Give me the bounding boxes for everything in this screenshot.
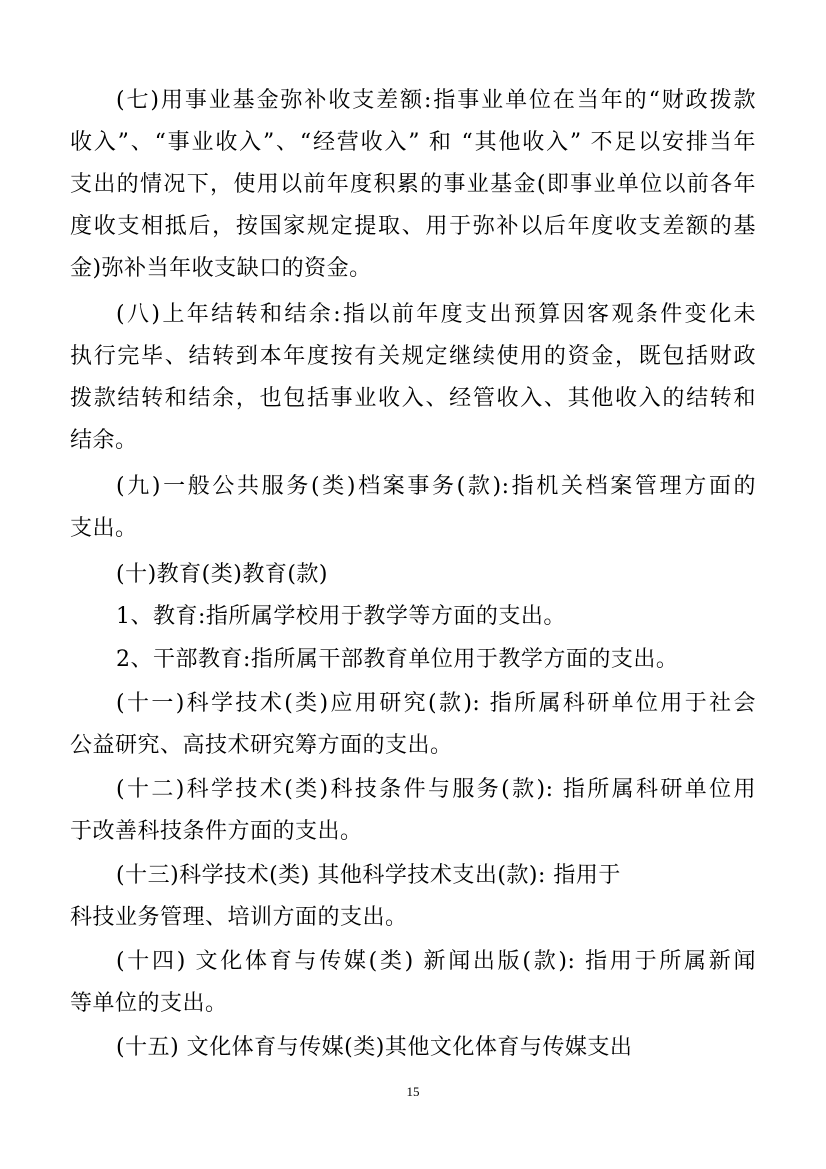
text-line: (十一)科学技术(类)应用研究(款): 指所属科研单位用于社会 [116, 691, 756, 716]
text-line: 支出。 [70, 516, 138, 541]
text-line: 拨款结转和结余，也包括事业收入、经管收入、其他收入的结转和 [70, 386, 756, 411]
page-number: 15 [406, 1084, 420, 1099]
text-line: (七)用事业基金弥补收支差额:指事业单位在当年的“财政拨款 [116, 88, 756, 113]
text-line: (十三)科学技术(类) 其他科学技术支出(款): 指用于 [116, 863, 621, 888]
text-line: 等单位的支出。 [70, 991, 228, 1016]
text-line: 于改善科技条件方面的支出。 [70, 819, 363, 844]
text-line: (十二)科学技术(类)科技条件与服务(款): 指所属科研单位用 [116, 777, 756, 802]
text-line: 金)弥补当年收支缺口的资金。 [70, 256, 372, 281]
text-line: (十)教育(类)教育(款) [116, 562, 328, 587]
text-line: 度收支相抵后，按国家规定提取、用于弥补以后年度收支差额的基 [70, 214, 756, 239]
text-line: 支出的情况下，使用以前年度积累的事业基金(即事业单位以前各年 [70, 172, 756, 197]
text-line: 执行完毕、结转到本年度按有关规定继续使用的资金，既包括财政 [70, 344, 756, 369]
text-line: 1、教育:指所属学校用于教学等方面的支出。 [116, 604, 566, 629]
text-line: 公益研究、高技术研究筹方面的支出。 [70, 733, 453, 758]
text-line: 科技业务管理、培训方面的支出。 [70, 905, 408, 930]
text-line: 结余。 [70, 428, 138, 453]
text-line: (十五) 文化体育与传媒(类)其他文化体育与传媒支出 [116, 1035, 633, 1060]
text-line: (九)一般公共服务(类)档案事务(款):指机关档案管理方面的 [116, 474, 756, 499]
text-line: 2、干部教育:指所属干部教育单位用于教学方面的支出。 [116, 647, 679, 672]
text-line: (八)上年结转和结余:指以前年度支出预算因客观条件变化未 [116, 302, 756, 327]
text-line: (十四) 文化体育与传媒(类) 新闻出版(款): 指用于所属新闻 [116, 949, 756, 974]
text-line: 收入”、“事业收入”、“经营收入” 和 “其他收入” 不足以安排当年 [70, 130, 756, 155]
